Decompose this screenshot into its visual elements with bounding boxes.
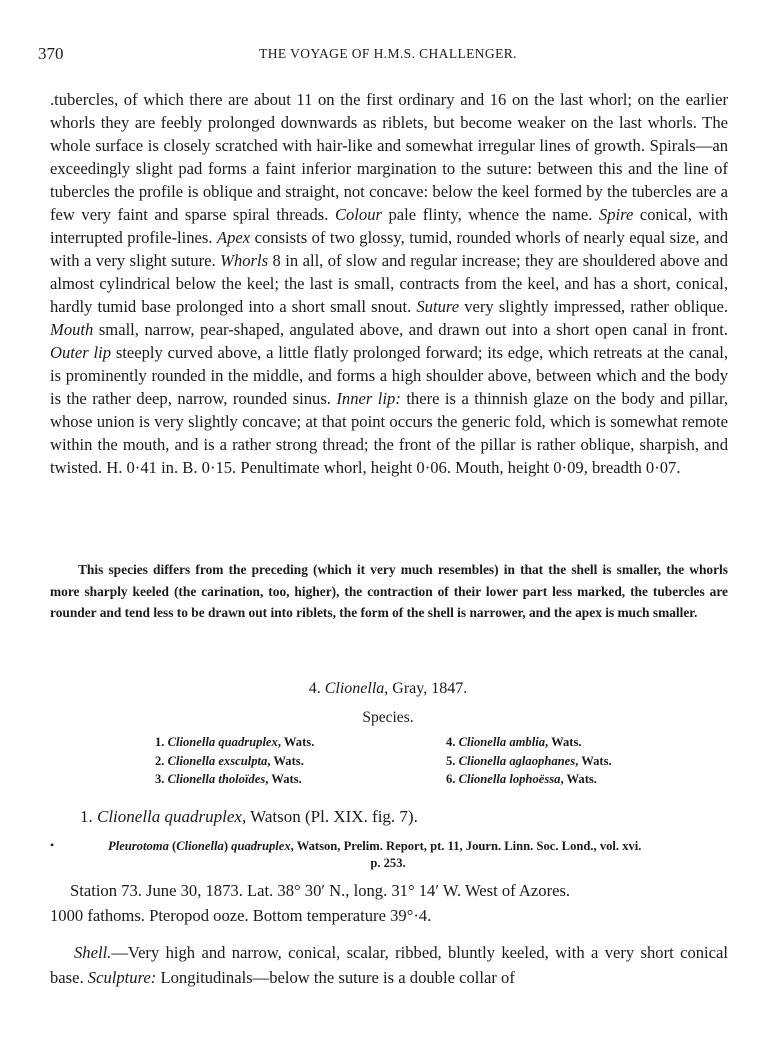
species-item [446,770,612,789]
section-heading [0,680,776,698]
ref-subgenus: Clionella [176,839,224,853]
species-item [155,733,314,752]
station-line: Station 73. June 30, 1873. Lat. 38° 30′ N., long. 31° 14′ W. West of Azores. [70,881,571,900]
species-item [155,752,314,771]
entry-number: 1. [80,807,97,826]
text-run: very slightly impressed, rather oblique. [459,297,728,316]
entry-author-plate: Watson (Pl. XIX. fig. 7). [246,807,418,826]
species-number: 3. [155,772,165,786]
species-number: 2. [155,753,165,768]
term-suture: Suture [416,297,460,316]
species-entry-title [80,807,418,827]
text-run: ) [223,839,232,853]
text-run: small, narrow, pear-shaped, angulated above, and drawn out into a short open canal in front. [93,320,728,339]
station-line: 1000 fathoms. Pteropod ooze. Bottom temperature 39°·4. [50,906,432,925]
term-whorls: Whorls [220,251,269,270]
species-name: Clionella aglaophanes [458,753,576,768]
species-author: , Wats. [545,735,582,749]
term-inner-lip: Inner lip: [336,389,401,408]
entry-species-name: Clionella quadruplex, [97,807,247,826]
text-run: steeply curved above, a little flatly prolonged forward; its edge, which retreats at the canal, is prominently rounded in the middle, and forms a high shoulder above, between which and the body is the rather deep, narrow, rounded sinus. [50,343,728,408]
species-number: 6. [446,772,456,786]
ref-source: , Watson, Prelim. Report, pt. 11, Journ. Linn. Soc. Lond., vol. xvi. [290,839,642,853]
page-number: 370 [38,44,64,63]
term-mouth: Mouth [50,320,94,339]
species-item [446,733,612,752]
species-item [155,770,314,789]
ref-species: quadruplex [231,839,291,853]
reference-citation [108,838,724,856]
species-name: Clionella amblia [458,735,546,749]
species-name: Clionella lophoëssa [458,772,561,786]
term-outer-lip: Outer lip [50,343,112,362]
text-run: Longitudinals—below the suture is a double collar of [156,968,515,987]
species-name: Clionella tholoïdes [167,772,266,786]
page-header [38,44,738,66]
species-item [446,752,612,771]
text-run: .tubercles, of which there are about 11 on the first ordinary and 16 on the last whorl; on the earlier whorls they are feebly prolonged downwards as riblets, but become weaker on the last whorls. The whole surface is closely scratched with hair-like and somewhat irregular lines of growth. Spirals—an exceedingly slight pad forms a faint inferior margination to the suture: between this and the line of tubercles the profile is oblique and straight, not concave: below the keel formed by the tubercles are a few very faint and sparse spiral threads. [50,90,728,224]
species-author: , Wats. [265,772,302,786]
text-run: there is a thinnish glaze on the body and pillar, whose union is very slightly concave; at that point occurs the generic fold, which is somewhat remote within the mouth, and is a rather strong thread; the front of the pillar is rather oblique, sharpish, and twisted. H. 0·41 in. B. 0·15. Penultimate whorl, height 0·06. Mouth, height 0·09, breadth 0·07. [50,389,729,477]
species-number: 5. [446,753,456,768]
section-genus: Clionella [324,680,385,697]
species-number: 1. [155,735,165,749]
margin-dot: • [50,838,55,852]
section-number: 4. [308,680,325,697]
shell-description [50,940,728,990]
text-run: ( [168,839,177,853]
term-colour: Colour [334,205,382,224]
text-run: —Very high and narrow, conical, scalar, ribbed, bluntly keeled, with a very short conical base. [50,943,728,987]
description-paragraph [50,88,728,479]
comparison-note: This species differs from the preceding (which it very much resembles) in that the shell is smaller, the whorls more sharply keeled (the carination, too, higher), the contraction of their lower part less marked, the tubercles are rounder and tend less to be drawn out into riblets, the form of the shell is narrower, and the apex is much smaller. [50,562,728,620]
reference-page: p. 253. [370,856,406,870]
species-name: Clionella quadruplex [167,735,278,749]
term-sculpture: Sculpture: [87,968,157,987]
species-name: Clionella exsculpta [167,753,268,768]
text-run: conical, with interrupted profile-lines. [50,205,728,247]
term-apex: Apex [216,228,251,247]
species-author: , Wats. [277,735,315,749]
species-author: , Wats. [267,753,304,768]
species-heading: Species. [362,709,414,726]
species-author: , Wats. [560,772,597,786]
text-run: pale flinty, whence the name. [381,205,599,224]
species-column-left [155,733,314,789]
ref-genus: Pleurotoma [108,839,169,853]
species-column-right [446,733,612,789]
term-shell: Shell. [74,943,112,962]
section-author: , Gray, 1847. [384,680,468,697]
species-author: , Wats. [575,753,612,768]
species-number: 4. [446,735,456,749]
term-spire: Spire [598,205,634,224]
running-head: THE VOYAGE OF H.M.S. CHALLENGER. [259,46,517,61]
text-run: consists of two glossy, tumid, rounded whorls of nearly equal size, and with a very slight suture. [50,228,729,270]
text-run: 8 in all, of slow and regular increase; they are shouldered above and almost cylindrical below the keel; the last is small, contracts from the keel, and has a short, conical, hardly tumid base prolonged into a short small snout. [50,251,728,316]
